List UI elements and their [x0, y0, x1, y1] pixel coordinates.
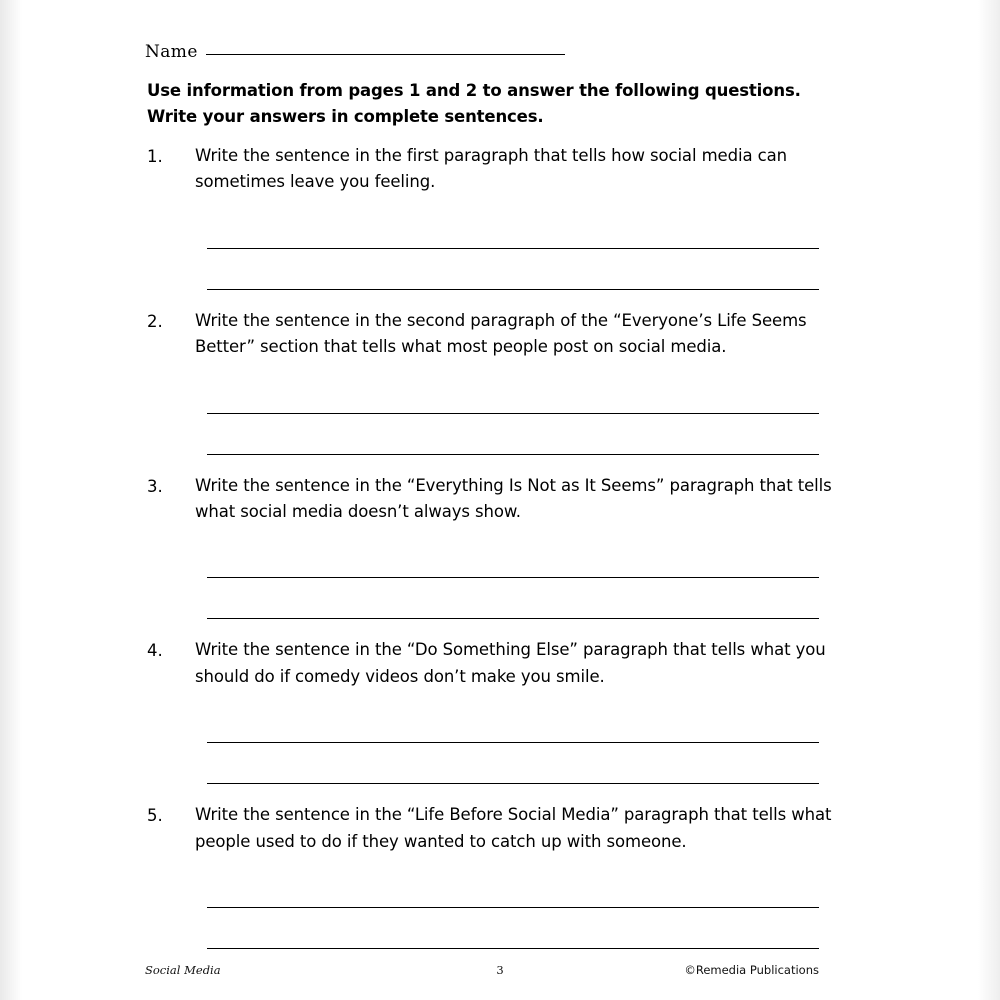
answer-write-line[interactable]	[207, 578, 819, 619]
question-header	[147, 802, 853, 855]
list-item	[147, 802, 853, 949]
question-number: 4.	[147, 641, 163, 661]
question-text: Write the sentence in the “Do Something Else” paragraph that tells what you should do if comedy videos don’t make you smile.	[195, 640, 826, 686]
answer-write-line[interactable]	[207, 414, 819, 455]
question-header	[147, 308, 853, 361]
question-header	[147, 143, 853, 196]
answer-write-line[interactable]	[207, 249, 819, 290]
question-number: 1.	[147, 147, 163, 166]
copyright-notice: ©Remedia Publications	[684, 963, 819, 977]
question-number: 2.	[147, 311, 163, 331]
page-number: 3	[496, 963, 504, 977]
answer-lines	[207, 704, 853, 784]
footer-title: Social Media	[145, 963, 221, 977]
question-header	[147, 473, 853, 526]
list-item	[147, 473, 853, 620]
question-list	[147, 143, 853, 967]
question-number: 5.	[147, 806, 163, 826]
name-label: Name	[145, 42, 198, 62]
answer-write-line[interactable]	[207, 704, 819, 743]
answer-write-line[interactable]	[207, 210, 819, 249]
question-number: 3.	[147, 476, 163, 496]
page-content	[145, 0, 855, 1000]
name-write-line[interactable]	[206, 53, 565, 55]
answer-lines	[207, 210, 853, 290]
answer-write-line[interactable]	[207, 869, 819, 908]
answer-lines	[207, 539, 853, 619]
question-header	[147, 637, 853, 690]
list-item	[147, 143, 853, 290]
page-footer	[145, 963, 855, 983]
answer-write-line[interactable]	[207, 908, 819, 949]
list-item	[147, 308, 853, 455]
answer-write-line[interactable]	[207, 375, 819, 414]
question-text: Write the sentence in the “Life Before Social Media” paragraph that tells what people used to do if they wanted to catch up with someone.	[195, 805, 832, 851]
answer-lines	[207, 375, 853, 455]
answer-lines	[207, 869, 853, 949]
name-field-row	[145, 42, 565, 62]
answer-write-line[interactable]	[207, 539, 819, 578]
list-item	[147, 637, 853, 784]
directions-text: Use information from pages 1 and 2 to answer the following questions. Write your answers in complete sentences.	[147, 81, 801, 126]
question-text: Write the sentence in the second paragraph of the “Everyone’s Life Seems Better” section that tells what most people post on social media.	[195, 310, 807, 357]
question-text: Write the sentence in the “Everything Is Not as It Seems” paragraph that tells what social media doesn’t always show.	[195, 475, 832, 521]
answer-write-line[interactable]	[207, 743, 819, 784]
question-text: Write the sentence in the first paragraph that tells how social media can sometimes leave you feeling.	[195, 146, 787, 192]
